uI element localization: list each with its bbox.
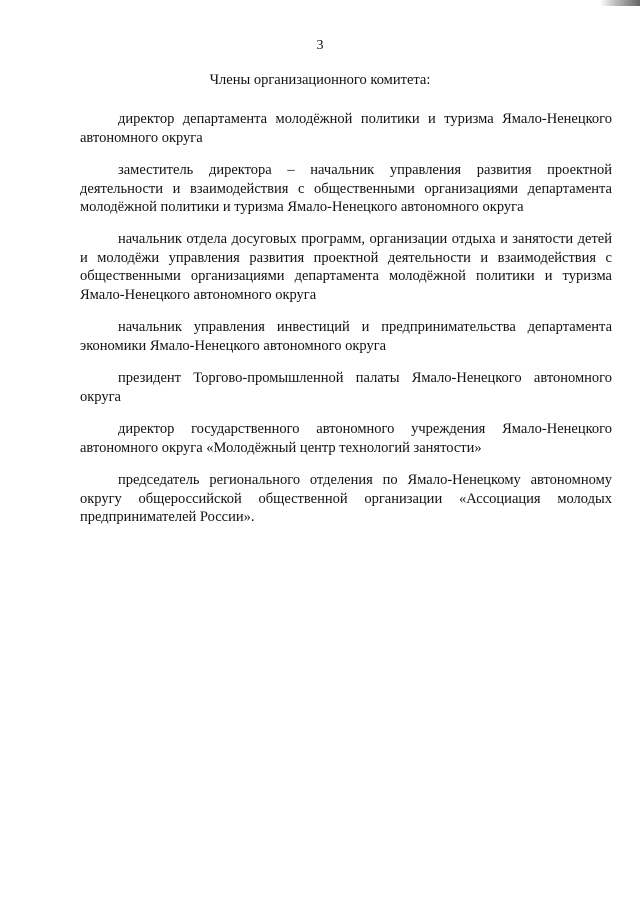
member-item: председатель регионального отделения по Ямало-Ненецкому автономному округу общероссийской общественной организации «Ассоциация молодых предпринимателей России». (80, 472, 612, 525)
scan-edge-mark (600, 0, 640, 6)
member-item: президент Торгово-промышленной палаты Ямало-Ненецкого автономного округа (80, 370, 612, 405)
member-item: заместитель директора – начальник управления развития проектной деятельности и взаимодействия с общественными организациями департамента молодёжной политики и туризма Ямало-Ненецкого автономного округа (80, 162, 612, 215)
page-number: 3 (316, 38, 324, 53)
member-item: директор государственного автономного учреждения Ямало-Ненецкого автономного округа «Молодёжный центр технологий занятости» (80, 421, 612, 456)
committee-members-heading: Члены организационного комитета: (209, 72, 431, 88)
member-item: начальник управления инвестиций и предпринимательства департамента экономики Ямало-Ненецкого автономного округа (80, 319, 612, 354)
member-item: начальник отдела досуговых программ, организации отдыха и занятости детей и молодёжи управления развития проектной деятельности и взаимодействия с общественными организациями департамента молодёжной политики и туризма Ямало-Ненецкого автономного округа (80, 231, 612, 303)
member-item: директор департамента молодёжной политики и туризма Ямало-Ненецкого автономного округа (80, 111, 612, 146)
